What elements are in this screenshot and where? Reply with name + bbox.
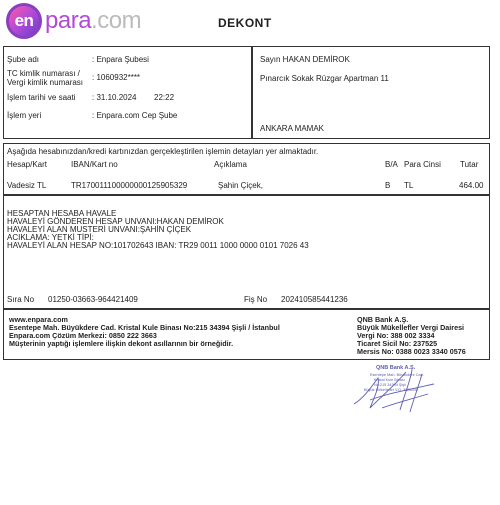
stamp-line: Büyük Mükellefler V.D. 3883340 bbox=[364, 388, 418, 392]
footer-note: Müşterinin yaptığı işlemlere ilişkin dekont asıllarının bir örneğidir. bbox=[9, 339, 234, 348]
customer-info-box bbox=[252, 46, 490, 139]
stamp-line: Esentepe Mah. Büyükdere Cad. bbox=[370, 373, 424, 377]
stamp-line: QNB Bank A.Ş. bbox=[376, 365, 416, 371]
tc-label-line1: TC kimlik numarası / bbox=[7, 69, 80, 78]
logo-com-text: .com bbox=[91, 7, 142, 34]
header-account: Hesap/Kart bbox=[7, 160, 48, 169]
detail-line: HAVALEYİ ALAN HESAP NO:101702643 IBAN: TR29 0011 1000 0000 0101 7026 43 bbox=[7, 241, 309, 250]
footer-address: Esentepe Mah. Büyükdere Cad. Kristal Kule Binası No:215 34394 Şişli / İstanbul bbox=[9, 323, 280, 332]
row-description: Şahin Çiçek, bbox=[218, 181, 263, 190]
row-currency: TL bbox=[404, 181, 414, 190]
footer-tax-no: Vergi No: 388 002 3334 bbox=[357, 331, 435, 340]
channel-value: : Enpara.com Cep Şube bbox=[92, 111, 178, 120]
detail-line: HAVALEYİ GÖNDEREN HESAP UNVANI:HAKAN DEMİROK bbox=[7, 217, 224, 226]
logo-en-text: en bbox=[14, 11, 34, 30]
bank-stamp bbox=[352, 364, 442, 416]
document-title: DEKONT bbox=[218, 16, 272, 30]
date-value: : 31.10.2024 bbox=[92, 93, 137, 102]
transaction-intro: Aşağıda hesabınızdan/kredi kartınızdan gerçekleştirilen işlemin detayları yer almaktadır. bbox=[7, 147, 319, 156]
channel-label: İşlem yeri bbox=[7, 111, 42, 120]
header-currency: Para Cinsi bbox=[404, 160, 441, 169]
detail-line: HESAPTAN HESABA HAVALE bbox=[7, 209, 117, 218]
header-ba: B/A bbox=[385, 160, 398, 169]
fis-label: Fiş No bbox=[244, 295, 268, 304]
branch-value: : Enpara Şubesi bbox=[92, 55, 149, 64]
transaction-box bbox=[3, 143, 490, 195]
footer-trade-registry: Ticaret Sicil No: 237525 bbox=[357, 339, 438, 348]
sira-value: 01250-03663-964421409 bbox=[48, 295, 138, 304]
stamp-line: Kristal Kule Binası bbox=[374, 378, 405, 382]
footer-support: Enpara.com Çözüm Merkezi: 0850 222 3663 bbox=[9, 331, 157, 340]
logo-circle-icon bbox=[6, 3, 42, 39]
customer-city: ANKARA MAMAK bbox=[260, 124, 325, 133]
customer-name: Sayın HAKAN DEMİROK bbox=[260, 55, 350, 64]
row-account: Vadesiz TL bbox=[7, 181, 47, 190]
header-iban: IBAN/Kart no bbox=[71, 160, 118, 169]
detail-line: HAVALEYİ ALAN MUSTERİ UNVANI:ŞAHİN ÇİÇEK bbox=[7, 225, 192, 234]
enpara-logo bbox=[6, 4, 141, 38]
sira-label: Sıra No bbox=[7, 295, 35, 304]
tc-label-line2: Vergi kimlik numarası bbox=[7, 78, 84, 87]
row-iban: TR170011100000000125905329 bbox=[71, 181, 188, 190]
details-box bbox=[3, 195, 490, 309]
customer-address: Pınarcık Sokak Rüzgar Apartman 11 bbox=[260, 74, 389, 83]
tc-value: : 1060932**** bbox=[92, 73, 141, 82]
footer-tax-office: Büyük Mükellefler Vergi Dairesi bbox=[357, 323, 465, 332]
footer-bank-name: QNB Bank A.Ş. bbox=[357, 315, 409, 324]
branch-label: Şube adı bbox=[7, 55, 40, 64]
logo-wordmark bbox=[45, 7, 141, 35]
time-value: 22:22 bbox=[154, 93, 175, 102]
header-amount: Tutar bbox=[460, 160, 479, 169]
footer-website: www.enpara.com bbox=[9, 315, 68, 324]
row-amount: 464.00 bbox=[459, 181, 484, 190]
header-description: Açıklama bbox=[214, 160, 247, 169]
footer-mersis: Mersis No: 0388 0023 3340 0576 bbox=[357, 347, 466, 356]
row-ba: B bbox=[385, 181, 391, 190]
fis-value: 202410585441236 bbox=[281, 295, 348, 304]
footer-box bbox=[3, 309, 490, 360]
detail-line: ACIKLAMA: YETKİ TİPİ: bbox=[7, 233, 94, 242]
stamp-line: No:215 34394 Şişli bbox=[374, 383, 406, 387]
logo-para-text: para bbox=[45, 7, 92, 34]
branch-info-box bbox=[3, 46, 252, 139]
date-label: İşlem tarihi ve saati bbox=[7, 93, 76, 102]
